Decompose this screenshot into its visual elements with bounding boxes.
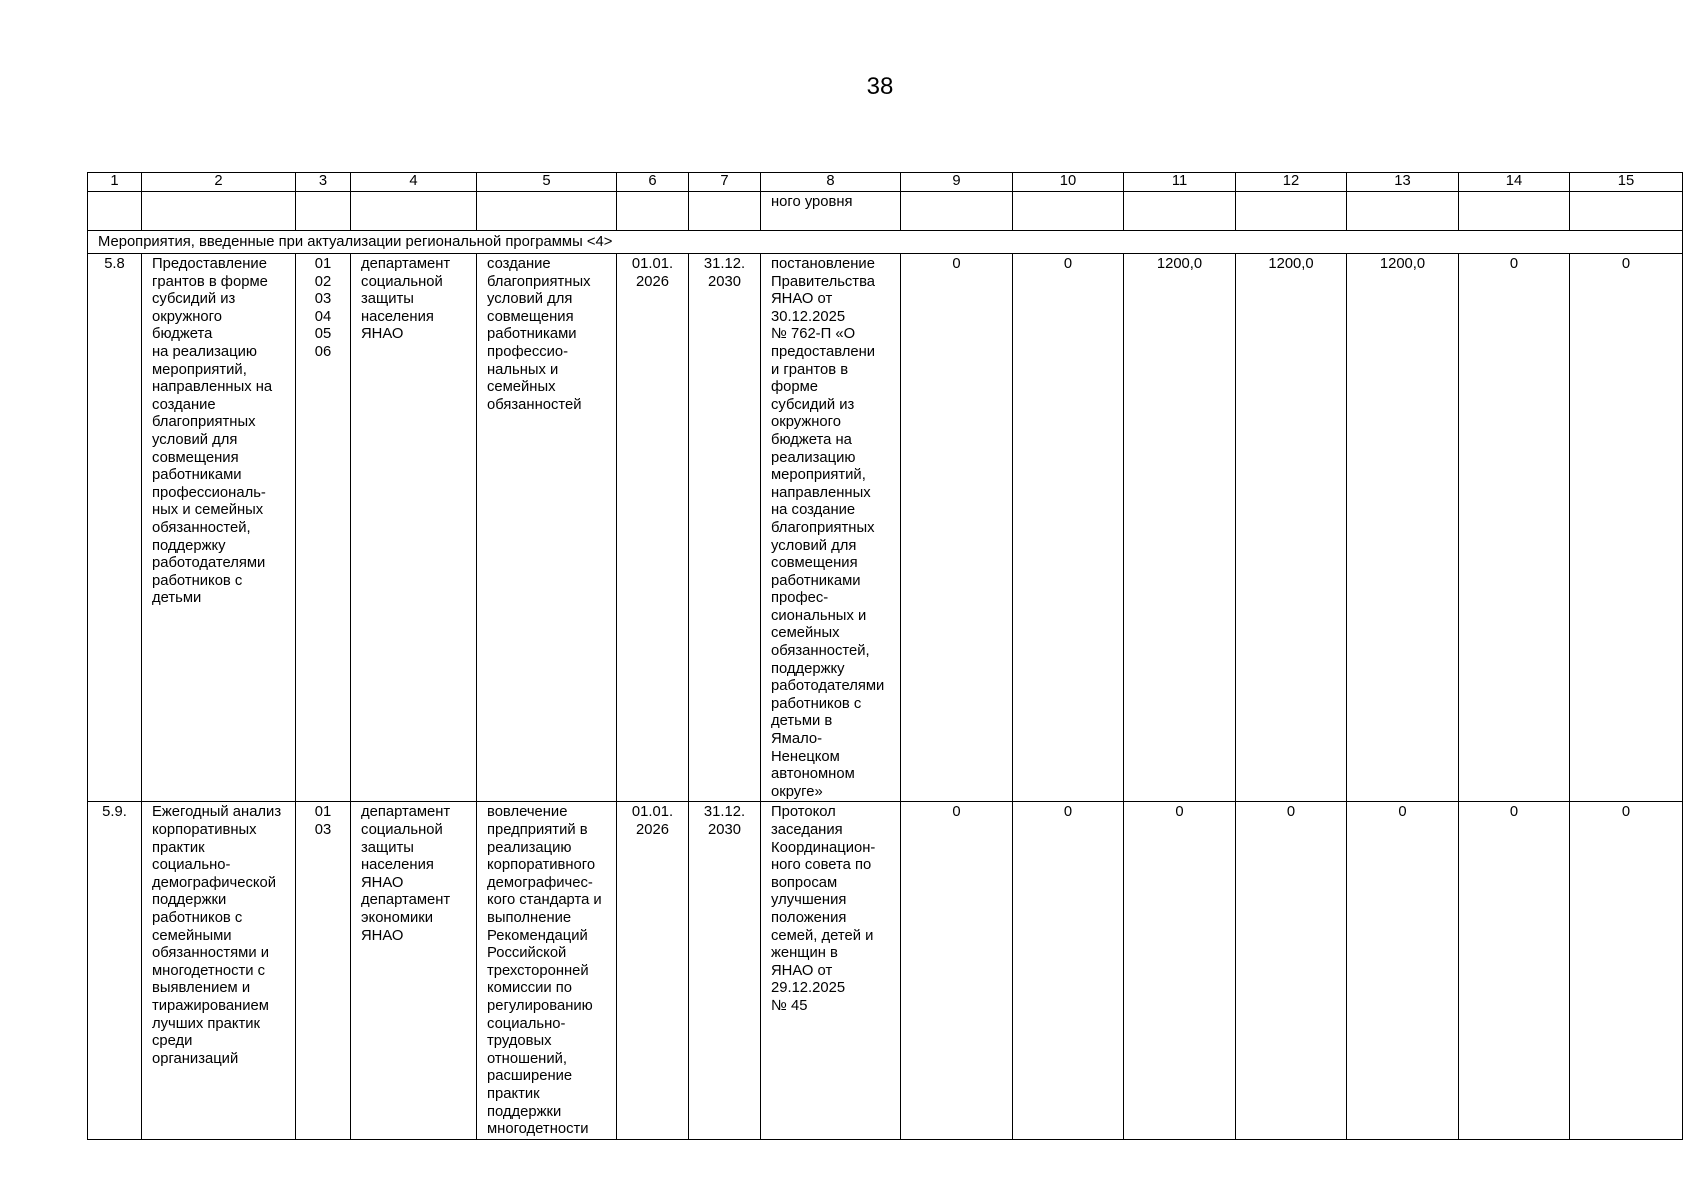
task-codes: 01 03 bbox=[296, 802, 351, 1139]
table-cell bbox=[142, 192, 296, 231]
column-header: 8 bbox=[761, 173, 901, 192]
row-number: 5.9. bbox=[88, 802, 142, 1139]
row-number: 5.8 bbox=[88, 254, 142, 802]
table-cell bbox=[901, 192, 1013, 231]
value-cell: 0 bbox=[1124, 802, 1236, 1139]
expected-result: создание благоприятных условий для совмещения работниками профессио- нальных и семейных обязанностей bbox=[477, 254, 617, 802]
table-cell bbox=[1013, 192, 1124, 231]
executor: департамент социальной защиты населения ЯНАО bbox=[351, 254, 477, 802]
table-cell bbox=[689, 192, 761, 231]
value-cell: 0 bbox=[901, 802, 1013, 1139]
value-cell: 0 bbox=[1570, 802, 1683, 1139]
section-title: Мероприятия, введенные при актуализации региональной программы <4> bbox=[88, 231, 1683, 254]
end-date: 31.12. 2030 bbox=[689, 802, 761, 1139]
executor: департамент социальной защиты населения ЯНАО департамент экономики ЯНАО bbox=[351, 802, 477, 1139]
column-header: 9 bbox=[901, 173, 1013, 192]
table-cell bbox=[1124, 192, 1236, 231]
task-codes: 01 02 03 04 05 06 bbox=[296, 254, 351, 802]
value-cell: 1200,0 bbox=[1124, 254, 1236, 802]
column-header: 7 bbox=[689, 173, 761, 192]
column-header: 13 bbox=[1347, 173, 1459, 192]
expected-result: вовлечение предприятий в реализацию корпоративного демографичес- кого стандарта и выполнение Рекомендаций Российской трехсторонней комиссии по регулированию социально- трудовых отношений, расширение практик поддержки многодетности bbox=[477, 802, 617, 1139]
section-row bbox=[88, 231, 1683, 254]
value-cell: 0 bbox=[1013, 802, 1124, 1139]
activity-name: Ежегодный анализ корпоративных практик социально- демографической поддержки работников с семейными обязанностями и многодетности с выявлением и тиражированием лучших практик среди организаций bbox=[142, 802, 296, 1139]
column-header: 11 bbox=[1124, 173, 1236, 192]
continuation-row bbox=[88, 192, 1683, 231]
table-cell bbox=[617, 192, 689, 231]
column-header: 12 bbox=[1236, 173, 1347, 192]
legal-document: постановление Правительства ЯНАО от 30.12.2025 № 762-П «О предоставлени и грантов в форме субсидий из окружного бюджета на реализацию мероприятий, направленных на создание благоприятных условий для совмещения работниками профес- сиональных и семейных обязанностей, поддержку работодателями работников с детьми в Ямало- Ненецком автономном округе» bbox=[761, 254, 901, 802]
column-header: 2 bbox=[142, 173, 296, 192]
table-row bbox=[88, 802, 1683, 1139]
page-number: 38 bbox=[866, 73, 894, 100]
column-header: 14 bbox=[1459, 173, 1570, 192]
column-header: 6 bbox=[617, 173, 689, 192]
start-date: 01.01. 2026 bbox=[617, 802, 689, 1139]
table-cell bbox=[477, 192, 617, 231]
value-cell: 0 bbox=[1236, 802, 1347, 1139]
legal-document: Протокол заседания Координацион- ного совета по вопросам улучшения положения семей, детей и женщин в ЯНАО от 29.12.2025 № 45 bbox=[761, 802, 901, 1139]
value-cell: 0 bbox=[1570, 254, 1683, 802]
table-row bbox=[88, 254, 1683, 802]
end-date: 31.12. 2030 bbox=[689, 254, 761, 802]
value-cell: 0 bbox=[1013, 254, 1124, 802]
continuation-doc-cell: ного уровня bbox=[761, 192, 901, 231]
column-header: 1 bbox=[88, 173, 142, 192]
table-cell bbox=[296, 192, 351, 231]
start-date: 01.01. 2026 bbox=[617, 254, 689, 802]
column-header: 3 bbox=[296, 173, 351, 192]
value-cell: 0 bbox=[1459, 254, 1570, 802]
table-cell bbox=[1570, 192, 1683, 231]
column-header: 15 bbox=[1570, 173, 1683, 192]
value-cell: 1200,0 bbox=[1236, 254, 1347, 802]
column-header: 10 bbox=[1013, 173, 1124, 192]
table-cell bbox=[351, 192, 477, 231]
value-cell: 1200,0 bbox=[1347, 254, 1459, 802]
value-cell: 0 bbox=[1347, 802, 1459, 1139]
column-header: 5 bbox=[477, 173, 617, 192]
column-header: 4 bbox=[351, 173, 477, 192]
activity-name: Предоставление грантов в форме субсидий из окружного бюджета на реализацию мероприятий, направленных на создание благоприятных условий для совмещения работниками профессиональ- ных и семейных обязанностей, поддержку работодателями работников с детьми bbox=[142, 254, 296, 802]
value-cell: 0 bbox=[901, 254, 1013, 802]
table-cell bbox=[1459, 192, 1570, 231]
table-cell bbox=[1347, 192, 1459, 231]
column-number-header-row bbox=[88, 173, 1683, 192]
table-cell bbox=[88, 192, 142, 231]
value-cell: 0 bbox=[1459, 802, 1570, 1139]
program-activities-table bbox=[87, 172, 1683, 1140]
table-cell bbox=[1236, 192, 1347, 231]
